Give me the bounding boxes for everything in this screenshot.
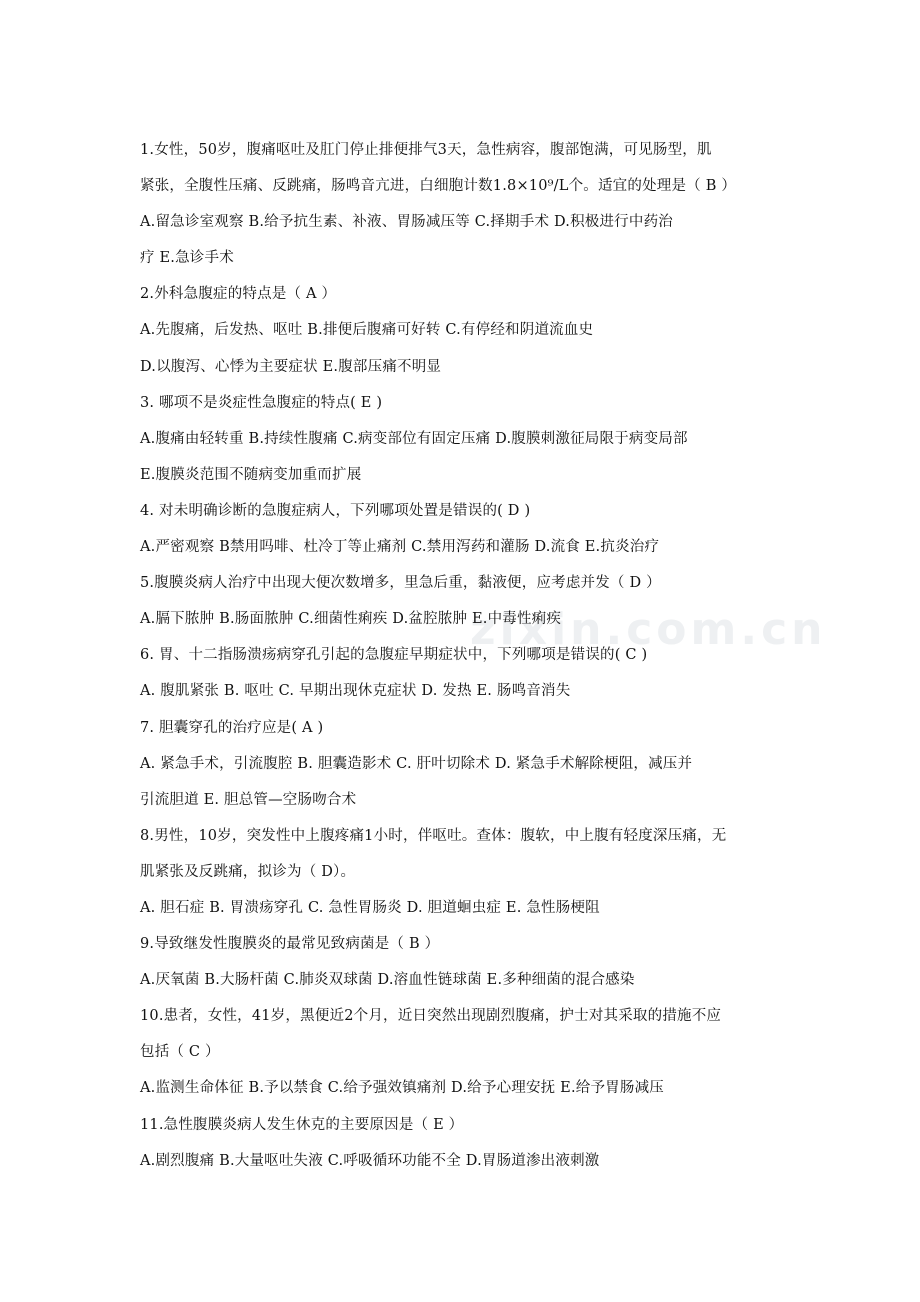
text-line-29: A.剧烈腹痛 B.大量呕吐失液 C.呼吸循环功能不全 D.胃肠道渗出液刺激	[140, 1152, 600, 1169]
text-line-8: 3. 哪项不是炎症性急腹症的特点( E )	[140, 394, 383, 411]
text-line-9: A.腹痛由轻转重 B.持续性腹痛 C.病变部位有固定压痛 D.腹膜刺激征局限于病变局部	[140, 430, 688, 447]
text-line-25: 10.患者，女性，41岁，黑便近2个月，近日突然出现剧烈腹痛，护士对其采取的措施不应	[140, 1008, 722, 1025]
text-line-13: 5.腹膜炎病人治疗中出现大便次数增多，里急后重，黏液便，应考虑并发（ D ）	[140, 575, 661, 592]
question-text	[140, 132, 800, 1179]
text-line-1: 1.女性，50岁，腹痛呕吐及肛门停止排便排气3天，急性病容，腹部饱满，可见肠型，肌	[140, 142, 712, 158]
watermark: zixin.com.cn	[470, 604, 827, 655]
text-line-10: E.腹膜炎范围不随病变加重而扩展	[140, 466, 362, 483]
text-line-14: A.膈下脓肿 B.肠面脓肿 C.细菌性痢疾 D.盆腔脓肿 E.中毒性痢疾	[140, 611, 562, 628]
text-line-19: 引流胆道 E. 胆总管—空肠吻合术	[140, 791, 357, 808]
text-line-11: 4. 对未明确诊断的急腹症病人，下列哪项处置是错误的( D )	[140, 502, 531, 519]
text-line-7: D.以腹泻、心悸为主要症状 E.腹部压痛不明显	[140, 358, 442, 375]
text-line-12: A.严密观察 B禁用吗啡、杜冷丁等止痛剂 C.禁用泻药和灌肠 D.流食 E.抗炎治疗	[140, 539, 660, 556]
text-line-24: A.厌氧菌 B.大肠杆菌 C.肺炎双球菌 D.溶血性链球菌 E.多种细菌的混合感染	[140, 972, 635, 989]
text-line-6: A.先腹痛，后发热、呕吐 B.排便后腹痛可好转 C.有停经和阴道流血史	[140, 322, 594, 339]
text-line-22: A. 胆石症 B. 胃溃疡穿孔 C. 急性胃肠炎 D. 胆道蛔虫症 E. 急性肠梗阻	[140, 899, 600, 916]
text-line-26: 包括（ C ）	[140, 1044, 220, 1061]
text-line-5: 2.外科急腹症的特点是（ A ）	[140, 286, 337, 303]
text-line-23: 9.导致继发性腹膜炎的最常见致病菌是（ B ）	[140, 936, 440, 953]
text-line-18: A. 紧急手术，引流腹腔 B. 胆囊造影术 C. 肝叶切除术 D. 紧急手术解除梗阻，减压并	[140, 755, 693, 772]
text-line-21: 肌紧张及反跳痛，拟诊为（ D）。	[140, 863, 356, 880]
text-line-27: A.监测生命体征 B.予以禁食 C.给予强效镇痛剂 D.给予心理安抚 E.给予胃肠减压	[140, 1080, 664, 1097]
text-line-17: 7. 胆囊穿孔的治疗应是( A )	[140, 719, 324, 736]
text-line-2: 紧张，全腹性压痛、反跳痛，肠鸣音亢进，白细胞计数1.8×10⁹/L个。适宜的处理是（ B ）	[140, 178, 737, 195]
text-line-3: A.留急诊室观察 B.给予抗生素、补液、胃肠减压等 C.择期手术 D.积极进行中药治	[140, 214, 673, 231]
text-line-28: 11.急性腹膜炎病人发生休克的主要原因是（ E ）	[140, 1116, 464, 1133]
text-line-20: 8.男性，10岁，突发性中上腹疼痛1小时，伴呕吐。查体：腹软，中上腹有轻度深压痛，无	[140, 827, 727, 844]
text-line-16: A. 腹肌紧张 B. 呕吐 C. 早期出现休克症状 D. 发热 E. 肠鸣音消失	[140, 683, 571, 700]
text-line-15: 6. 胃、十二指肠溃疡病穿孔引起的急腹症早期症状中，下列哪项是错误的( C )	[140, 647, 648, 664]
text-line-4: 疗 E.急诊手术	[140, 250, 234, 267]
